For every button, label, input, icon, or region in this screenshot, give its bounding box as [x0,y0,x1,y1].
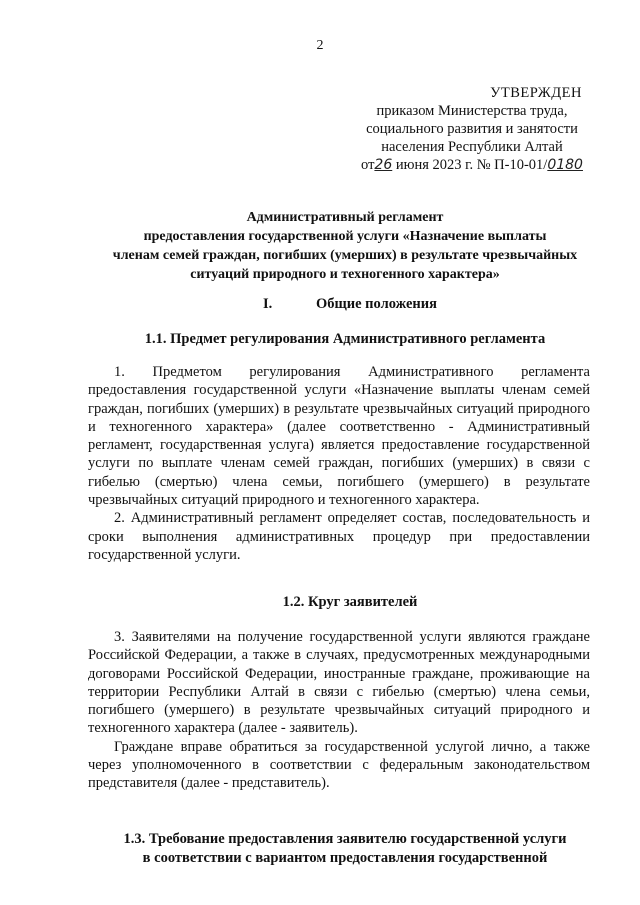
handwritten-doc-number: 0180 [547,157,583,173]
title-line-2: предоставления государственной услуги «Назначение выплаты [143,229,547,244]
subsection-1-2-title: 1.2. Круг заявителей [282,594,418,610]
title-line-1: Административный регламент [246,210,444,225]
date-prefix: от [361,157,375,173]
subsection-1-3-title [80,830,610,868]
paragraph-2: 2. Административный регламент определяет состав, последовательность и сроки выполнения административных процедур при предоставлении государственной услуги. [88,510,590,563]
handwritten-day: 26 [374,157,393,173]
document-title [80,208,610,284]
approval-line-1: приказом Министерства труда, [376,103,568,119]
approval-title: УТВЕРЖДЕН [490,85,582,101]
paragraph-4: Граждане вправе обратиться за государственной услугой лично, а также через уполномоченного в соответствии с федеральным законодательством представителя (далее - представитель). [88,738,590,792]
subsection-1-1-title: 1.1. Предмет регулирования Административного регламента [144,331,546,347]
approval-block [352,84,592,174]
page-number: 2 [316,38,324,53]
subsection-1-3-line-1: 1.3. Требование предоставления заявителю государственной услуги [123,831,567,847]
body-block-1 [88,363,590,564]
approval-line-3: населения Республики Алтай [381,139,563,155]
approval-line-2: социального развития и занятости [366,121,578,137]
paragraph-1: 1. Предметом регулирования Административного регламента предоставления государственной услуги «Назначение выплаты членам семей граждан, погибших (умерших) в результате чрезвычайных ситуаций природного и техногенного характера» (далее соответственно - Административный регламент, государственная услуга) является предоставление государственной услуги по выплате членам семей граждан, погибших (умерших) в связи с гибелью (смертью) члена семьи, погибшего (умершего) в результате чрезвычайных ситуаций природного и техногенного характера. [88,364,590,509]
paragraph-3: 3. Заявителями на получение государственной услуги являются граждане Российской Федерации, а также в случаях, предусмотренных международными договорами Российской Федерации, иностранные граждане, проживающие на территории Республики Алтай в связи с гибелью (смертью) члена семьи, погибшего (умершего) в результате чрезвычайных ситуаций природного и техногенного характера (далее - заявитель). [88,629,590,737]
body-block-2 [88,628,590,793]
section-title: Общие положения [316,296,437,312]
date-rest: июня 2023 г. № П-10-01/ [392,157,548,173]
title-line-3: членам семей граждан, погибших (умерших) в результате чрезвычайных [112,248,578,263]
section-number: I. [263,296,273,312]
title-line-4: ситуаций природного и техногенного характера» [190,267,500,282]
approval-date-line [352,156,592,174]
subsection-1-3-line-2: в соответствии с вариантом предоставления государственной [142,850,548,866]
